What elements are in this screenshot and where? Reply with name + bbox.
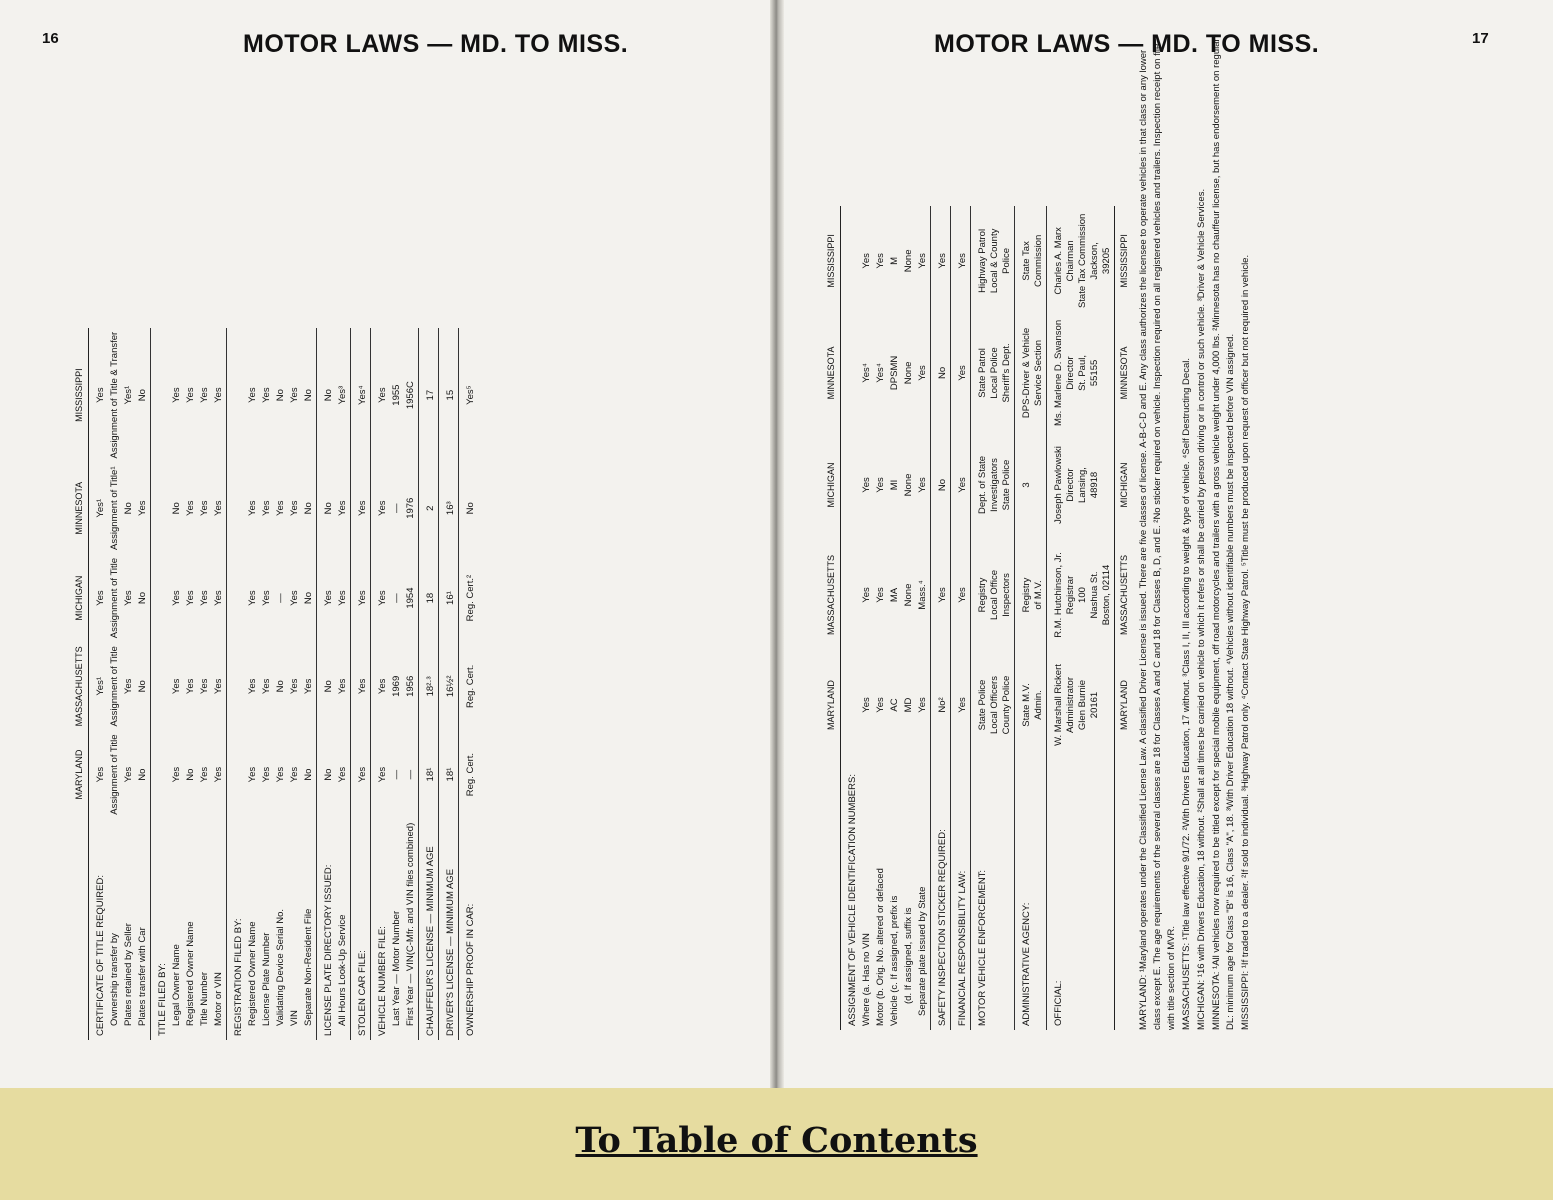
row-value: State Police Local Officers County Police	[971, 650, 1015, 760]
row-value: Yes	[199, 766, 210, 783]
row-label: ADMINISTRATIVE AGENCY:	[1015, 760, 1047, 1030]
page-title-right: MOTOR LAWS — MD. TO MISS.	[934, 30, 1320, 58]
row-value: Joseph Pawlowski Director Lansing, 48918	[1047, 430, 1115, 540]
row-value: Yes	[371, 328, 391, 463]
state-header: MASSACHUSETTS	[824, 540, 841, 650]
row-value: Yes	[213, 678, 224, 695]
row-value: Yes	[371, 554, 391, 642]
row-value: Yes	[875, 587, 886, 603]
row-label: ASSIGNMENT OF VEHICLE IDENTIFICATION NUMBERS:	[847, 774, 858, 1026]
row-value: Yes	[213, 500, 224, 516]
row-label: Title Number	[199, 971, 210, 1026]
row-value	[151, 554, 171, 642]
row-value: R.M. Hutchinson, Jr. Registrar 100 Nashua St. Boston, 02114	[1047, 540, 1115, 650]
row-value: Registry of M.V.	[1015, 540, 1047, 650]
left-rotated-content	[72, 328, 478, 1040]
row-label: LICENSE PLATE DIRECTORY ISSUED:	[317, 819, 337, 1040]
row-label: VEHICLE NUMBER FILE:	[371, 819, 391, 1040]
row-value	[227, 730, 247, 818]
row-value	[227, 328, 247, 463]
row-value: Yes	[289, 678, 300, 695]
table-header-row	[72, 328, 89, 1040]
state-header: MARYLAND	[72, 730, 89, 818]
row-label: Vehicle (c. If assigned, prefix is	[889, 895, 900, 1026]
table-row	[888, 206, 902, 1030]
row-label: (d. If assigned, suffix is	[903, 907, 914, 1004]
row-value: None	[903, 473, 914, 497]
row-value: Yes	[861, 477, 872, 493]
row-value: Yes	[275, 500, 286, 516]
row-label: Separate plate issued by State	[917, 886, 928, 1016]
row-value: No	[137, 680, 148, 693]
row-value: Reg. Cert.	[459, 642, 479, 730]
row-value: Yes	[95, 387, 106, 403]
row-value: Yes	[185, 678, 196, 695]
row-value	[151, 730, 171, 818]
row-value: Yes⁵	[459, 328, 479, 463]
row-value: Yes	[95, 590, 106, 606]
row-value	[227, 642, 247, 730]
table-row	[170, 328, 184, 1040]
table-row	[404, 328, 419, 1040]
row-label: All Hours Look-Up Service	[337, 914, 348, 1026]
page-number-right: 17	[1472, 30, 1489, 47]
table-row	[971, 206, 1015, 1030]
row-value: Yes	[337, 766, 348, 783]
header-blank	[824, 760, 841, 1030]
page-title-left: MOTOR LAWS — MD. TO MISS.	[243, 30, 629, 58]
row-value: Yes	[351, 730, 371, 818]
row-value: No	[317, 642, 337, 730]
row-value: No	[171, 502, 182, 515]
row-value: Yes	[247, 678, 258, 695]
row-value: Yes	[213, 766, 224, 783]
row-value: No	[137, 389, 148, 402]
row-value	[841, 650, 861, 760]
row-value: Yes	[371, 730, 391, 818]
row-value: Assignment of Title	[109, 646, 120, 727]
footnote: MISSISSIPPI: ¹If traded to a dealer. ²If sold to individual. ³Highway Patrol only. ⁴Contact State Highway Patrol. ⁵Title must be produced upon request of officer but not required in vehicle.	[1240, 254, 1251, 1030]
row-value: Yes³	[337, 385, 348, 405]
state-header: MICHIGAN	[72, 554, 89, 642]
row-value: Ms. Marlene D. Swanson Director St. Paul, 55155	[1047, 316, 1115, 430]
row-label: License Plate Number	[261, 932, 272, 1026]
row-value: Yes	[123, 678, 134, 695]
state-footer: MINNESOTA	[1115, 316, 1132, 430]
row-value: Yes⁴	[351, 328, 371, 463]
row-value: Yes	[861, 253, 872, 269]
row-label: Separate Non-Resident File	[303, 908, 314, 1026]
row-value: Yes	[351, 554, 371, 642]
state-header: MICHIGAN	[824, 430, 841, 540]
row-label: Validating Device Serial No.	[275, 908, 286, 1026]
table-row	[351, 328, 371, 1040]
table-row	[1047, 206, 1115, 1030]
table-row	[260, 328, 274, 1040]
row-value: 1956	[405, 675, 416, 697]
row-value: 1976	[405, 497, 416, 519]
row-label: CERTIFICATE OF TITLE REQUIRED:	[95, 875, 106, 1036]
row-value: Yes	[289, 387, 300, 403]
table-row	[419, 328, 439, 1040]
row-value	[841, 206, 861, 316]
row-value	[151, 463, 171, 554]
row-value: Yes	[317, 554, 337, 642]
row-value: Yes	[289, 766, 300, 783]
row-value	[227, 463, 247, 554]
row-value: Yes	[261, 678, 272, 695]
row-value: No	[931, 430, 951, 540]
table-row	[136, 328, 151, 1040]
row-label: STOLEN CAR FILE:	[351, 819, 371, 1040]
row-value: Yes⁴	[875, 363, 886, 383]
table-row	[336, 328, 351, 1040]
row-value: No	[275, 389, 286, 402]
row-value: Yes	[171, 766, 182, 783]
footnote: MASSACHUSETTS: ¹Title law effective 9/1/72. ²With Drivers Education, 17 without. ³Class I, II, III according to weight & type of vehicle. ⁴Self Destructing Decal.	[1181, 358, 1192, 1030]
row-label: CHAUFFEUR'S LICENSE — MINIMUM AGE	[419, 819, 439, 1040]
row-value: No	[275, 680, 286, 693]
row-value: Yes	[931, 206, 951, 316]
row-value: Yes	[351, 642, 371, 730]
table-row	[916, 206, 931, 1030]
row-value: Yes	[951, 540, 971, 650]
row-value: Yes	[303, 678, 314, 695]
row-value: Yes	[171, 678, 182, 695]
row-value	[841, 430, 861, 540]
row-value: Yes	[185, 500, 196, 516]
row-value: Yes	[337, 678, 348, 695]
table-row	[841, 206, 861, 1030]
row-value: Yes	[261, 590, 272, 606]
row-value: Yes	[247, 766, 258, 783]
right-page	[784, 0, 1553, 1088]
row-value: No	[317, 328, 337, 463]
state-footer: MARYLAND	[1115, 650, 1132, 760]
row-label: FINANCIAL RESPONSIBILITY LAW:	[951, 760, 971, 1030]
table-row	[151, 328, 171, 1040]
row-value: 16½²	[439, 642, 459, 730]
table-row	[439, 328, 459, 1040]
state-header: MARYLAND	[824, 650, 841, 760]
row-value: Yes	[861, 697, 872, 713]
row-value: 15	[439, 328, 459, 463]
footnote: MARYLAND: ¹Maryland operates under the Classified License Law. A classified Driver License is issued. There are five classes of license. A-B-C-D and E. Any class authorizes the licensee to operate vehicles in that class or any lower class except E. The age requirements of the several classes are 18 for Classes A and C and 18 for Classes B, D, and E. ²No sticker required on vehicle. Inspection required on all registered vehicles and trailers. Inspection receipt on file with title section of MVR.	[1138, 43, 1177, 1030]
row-value: DPSMN	[889, 355, 900, 391]
row-label: TITLE FILED BY:	[151, 819, 171, 1040]
row-value: 18²·³	[419, 642, 439, 730]
table-row	[89, 328, 109, 1040]
row-label: OWNERSHIP PROOF IN CAR:	[459, 819, 479, 1040]
state-header: MISSISSIPPI	[72, 328, 89, 463]
table-row	[902, 206, 916, 1030]
table-row	[302, 328, 317, 1040]
row-value: MA	[889, 587, 900, 603]
row-value: Yes	[261, 387, 272, 403]
table-row	[246, 328, 260, 1040]
row-value: Yes	[951, 316, 971, 430]
row-value: —	[391, 769, 402, 780]
row-value: Yes	[185, 590, 196, 606]
row-value: 1969	[391, 675, 402, 697]
row-value: Reg. Cert.	[459, 730, 479, 818]
row-value: 18¹	[439, 730, 459, 818]
row-value: MD	[903, 697, 914, 713]
state-footer: MASSACHUSETTS	[1115, 540, 1132, 650]
row-label: Ownership transfer by	[109, 933, 120, 1026]
table-row	[317, 328, 337, 1040]
row-value: M	[889, 256, 900, 265]
row-label: Plates retained by Seller	[123, 923, 134, 1026]
row-value: Yes	[247, 590, 258, 606]
row-value: Yes	[861, 587, 872, 603]
table-row	[459, 328, 479, 1040]
row-value: None	[903, 583, 914, 607]
state-header: MINNESOTA	[72, 463, 89, 554]
row-value: Yes	[275, 766, 286, 783]
footnotes	[1137, 30, 1253, 1030]
row-label: Where (a. Has no VIN	[861, 933, 872, 1026]
header-blank	[72, 819, 89, 1040]
state-header: MINNESOTA	[824, 316, 841, 430]
row-label: VIN	[289, 1010, 300, 1026]
row-value: Yes	[917, 253, 928, 269]
footnote: MICHIGAN: ¹16 with Drivers Education, 18 without. ²Shall at all times be carried on vehicle to which it refers or shall be carried by person driving or in control or such vehicle. ³Driver & Vehicle Services.	[1196, 188, 1207, 1030]
row-value: 1955	[391, 384, 402, 406]
row-value: Yes	[199, 387, 210, 403]
row-value: No	[303, 502, 314, 515]
row-value: 2	[419, 463, 439, 554]
row-value: No	[317, 730, 337, 818]
row-value: 16¹	[439, 554, 459, 642]
row-value: Highway Patrol Local & County Police	[971, 206, 1015, 316]
table-row	[390, 328, 404, 1040]
row-value: No	[317, 463, 337, 554]
row-label: MOTOR VEHICLE ENFORCEMENT:	[971, 760, 1015, 1030]
row-label: SAFETY INSPECTION STICKER REQUIRED:	[931, 760, 951, 1030]
row-label: Plates transfer with Car	[137, 927, 148, 1026]
table-row	[227, 328, 247, 1040]
row-value: Yes⁴	[861, 363, 872, 383]
table-header-row	[824, 206, 841, 1030]
footer-blank	[1115, 760, 1132, 1030]
row-value: Assignment of Title¹	[109, 466, 120, 550]
row-label: OFFICIAL:	[1047, 760, 1115, 1030]
row-label: Motor or VIN	[213, 972, 224, 1026]
row-value: Yes	[875, 697, 886, 713]
row-value	[841, 316, 861, 430]
row-value	[151, 642, 171, 730]
state-header: MISSISSIPPI	[824, 206, 841, 316]
row-label: Legal Owner Name	[171, 944, 182, 1026]
row-value: No	[303, 389, 314, 402]
row-value: Yes	[171, 590, 182, 606]
row-value: —	[275, 593, 286, 603]
row-value: Yes¹	[123, 385, 134, 405]
row-value: Yes	[123, 766, 134, 783]
state-footer: MISSISSIPPI	[1115, 206, 1132, 316]
row-value: State Patrol Local Police Sheriff's Dept.	[971, 316, 1015, 430]
row-value: Charles A. Marx Chairman State Tax Commission Jackson, 39205	[1047, 206, 1115, 316]
row-value: No	[303, 592, 314, 605]
table-row	[122, 328, 136, 1040]
table-row	[931, 206, 951, 1030]
row-value: Assignment of Title	[109, 734, 120, 815]
row-value: No	[459, 463, 479, 554]
row-value: No	[123, 502, 134, 515]
table-row	[108, 328, 122, 1040]
row-value: Yes	[199, 590, 210, 606]
row-value: 18	[419, 554, 439, 642]
row-value: No	[137, 592, 148, 605]
row-value: State Tax Commission	[1015, 206, 1047, 316]
row-value: 16³	[439, 463, 459, 554]
row-value: Yes	[261, 766, 272, 783]
table-row	[860, 206, 874, 1030]
row-value: Yes	[171, 387, 182, 403]
row-value: Yes	[917, 697, 928, 713]
row-value: Yes	[137, 500, 148, 516]
table-row	[1015, 206, 1047, 1030]
row-value: DPS-Driver & Vehicle Service Section	[1015, 316, 1047, 430]
row-value: No	[185, 768, 196, 781]
row-value: MI	[889, 479, 900, 491]
row-value: Yes	[931, 540, 951, 650]
row-value: —	[391, 593, 402, 603]
row-value: Yes	[951, 430, 971, 540]
row-value: Yes	[247, 387, 258, 403]
row-value	[151, 328, 171, 463]
row-value: Yes	[199, 678, 210, 695]
row-value: Yes	[213, 590, 224, 606]
state-footer: MICHIGAN	[1115, 430, 1132, 540]
row-value: Yes	[337, 590, 348, 606]
row-value: W. Marshall Rickert Administrator Glen Burnie 20161	[1047, 650, 1115, 760]
row-label: Registered Owner Name	[185, 921, 196, 1026]
row-value: Yes	[371, 463, 391, 554]
row-value: Yes	[371, 642, 391, 730]
row-value: Yes	[951, 206, 971, 316]
state-header: MASSACHUSETTS	[72, 642, 89, 730]
row-value: State M.V. Admin.	[1015, 650, 1047, 760]
row-value: Yes	[123, 590, 134, 606]
row-value: AC	[889, 698, 900, 712]
table-row	[951, 206, 971, 1030]
row-value: No	[931, 316, 951, 430]
row-value: 3	[1015, 430, 1047, 540]
row-value: Yes	[95, 766, 106, 783]
row-label: REGISTRATION FILED BY:	[227, 819, 247, 1040]
row-value: Reg. Cert.²	[459, 554, 479, 642]
row-value: Yes	[351, 463, 371, 554]
row-value: Yes	[289, 590, 300, 606]
row-label: Motor (b. Orig. No. altered or defaced	[875, 868, 886, 1026]
left-motor-laws-table	[72, 328, 478, 1040]
page-number-left: 16	[42, 30, 59, 47]
row-value: Yes	[917, 477, 928, 493]
row-value: —	[391, 503, 402, 513]
row-value: No	[303, 768, 314, 781]
row-value: Yes	[337, 500, 348, 516]
book-gutter	[770, 0, 784, 1088]
row-value: Registry Local Office Inspectors	[971, 540, 1015, 650]
row-value: No	[137, 768, 148, 781]
row-value: 1954	[405, 587, 416, 609]
row-value: Yes	[261, 500, 272, 516]
table-footer-row	[1115, 206, 1132, 1030]
table-row	[874, 206, 888, 1030]
row-value	[841, 540, 861, 650]
row-label: DRIVER'S LICENSE — MINIMUM AGE	[439, 819, 459, 1040]
row-label: Last Year — Motor Number	[391, 910, 402, 1026]
row-value: None	[903, 361, 914, 385]
row-value: Yes	[185, 387, 196, 403]
right-motor-laws-table	[824, 206, 1131, 1030]
right-rotated-content	[824, 30, 1254, 1030]
row-value: Yes¹	[95, 498, 106, 518]
table-row	[274, 328, 288, 1040]
table-of-contents-link[interactable]: To Table of Contents	[575, 1120, 978, 1161]
row-value: Dept. of State Investigators State Police	[971, 430, 1015, 540]
table-row	[198, 328, 212, 1040]
row-value: Assignment of Title	[109, 557, 120, 639]
row-value: Assignment of Title & Transfer	[109, 331, 120, 459]
row-value: Yes	[289, 500, 300, 516]
row-value	[227, 554, 247, 642]
left-page	[0, 0, 772, 1088]
table-row	[371, 328, 391, 1040]
row-value: 17	[419, 328, 439, 463]
row-value: Yes¹	[95, 677, 106, 696]
row-value: 1956C	[405, 381, 416, 410]
table-row	[288, 328, 302, 1040]
row-value: Yes	[875, 477, 886, 493]
footnote: MINNESOTA: ¹All vehicles now required to be titled except for special mobile equipment, off road motorcycles and trailers with a gross vehicle weight under 4,000 lbs. ²Minnesota has no chauffeur license, but has endorsement on regular DL: minimum age for Class "B" is 16, Class "A", 18. ³With Driver Education 18 without. ⁴Vehicles without identifiable numbers must be inspected before VIN assigned.	[1211, 38, 1236, 1030]
row-value: Mass.⁴	[917, 580, 928, 610]
row-value: Yes	[951, 650, 971, 760]
row-value: —	[405, 769, 416, 780]
row-label: Registered Owner Name	[247, 921, 258, 1026]
row-label: First Year — VIN(C-Mfr. and VIN files combined)	[405, 822, 416, 1026]
table-row	[212, 328, 227, 1040]
row-value: Yes	[875, 253, 886, 269]
row-value: Yes	[917, 365, 928, 381]
row-value: Yes	[199, 500, 210, 516]
row-value: Yes	[213, 387, 224, 403]
row-value: Yes	[247, 500, 258, 516]
table-row	[184, 328, 198, 1040]
row-value: None	[903, 249, 914, 273]
row-value: 18¹	[419, 730, 439, 818]
row-value: No²	[931, 650, 951, 760]
